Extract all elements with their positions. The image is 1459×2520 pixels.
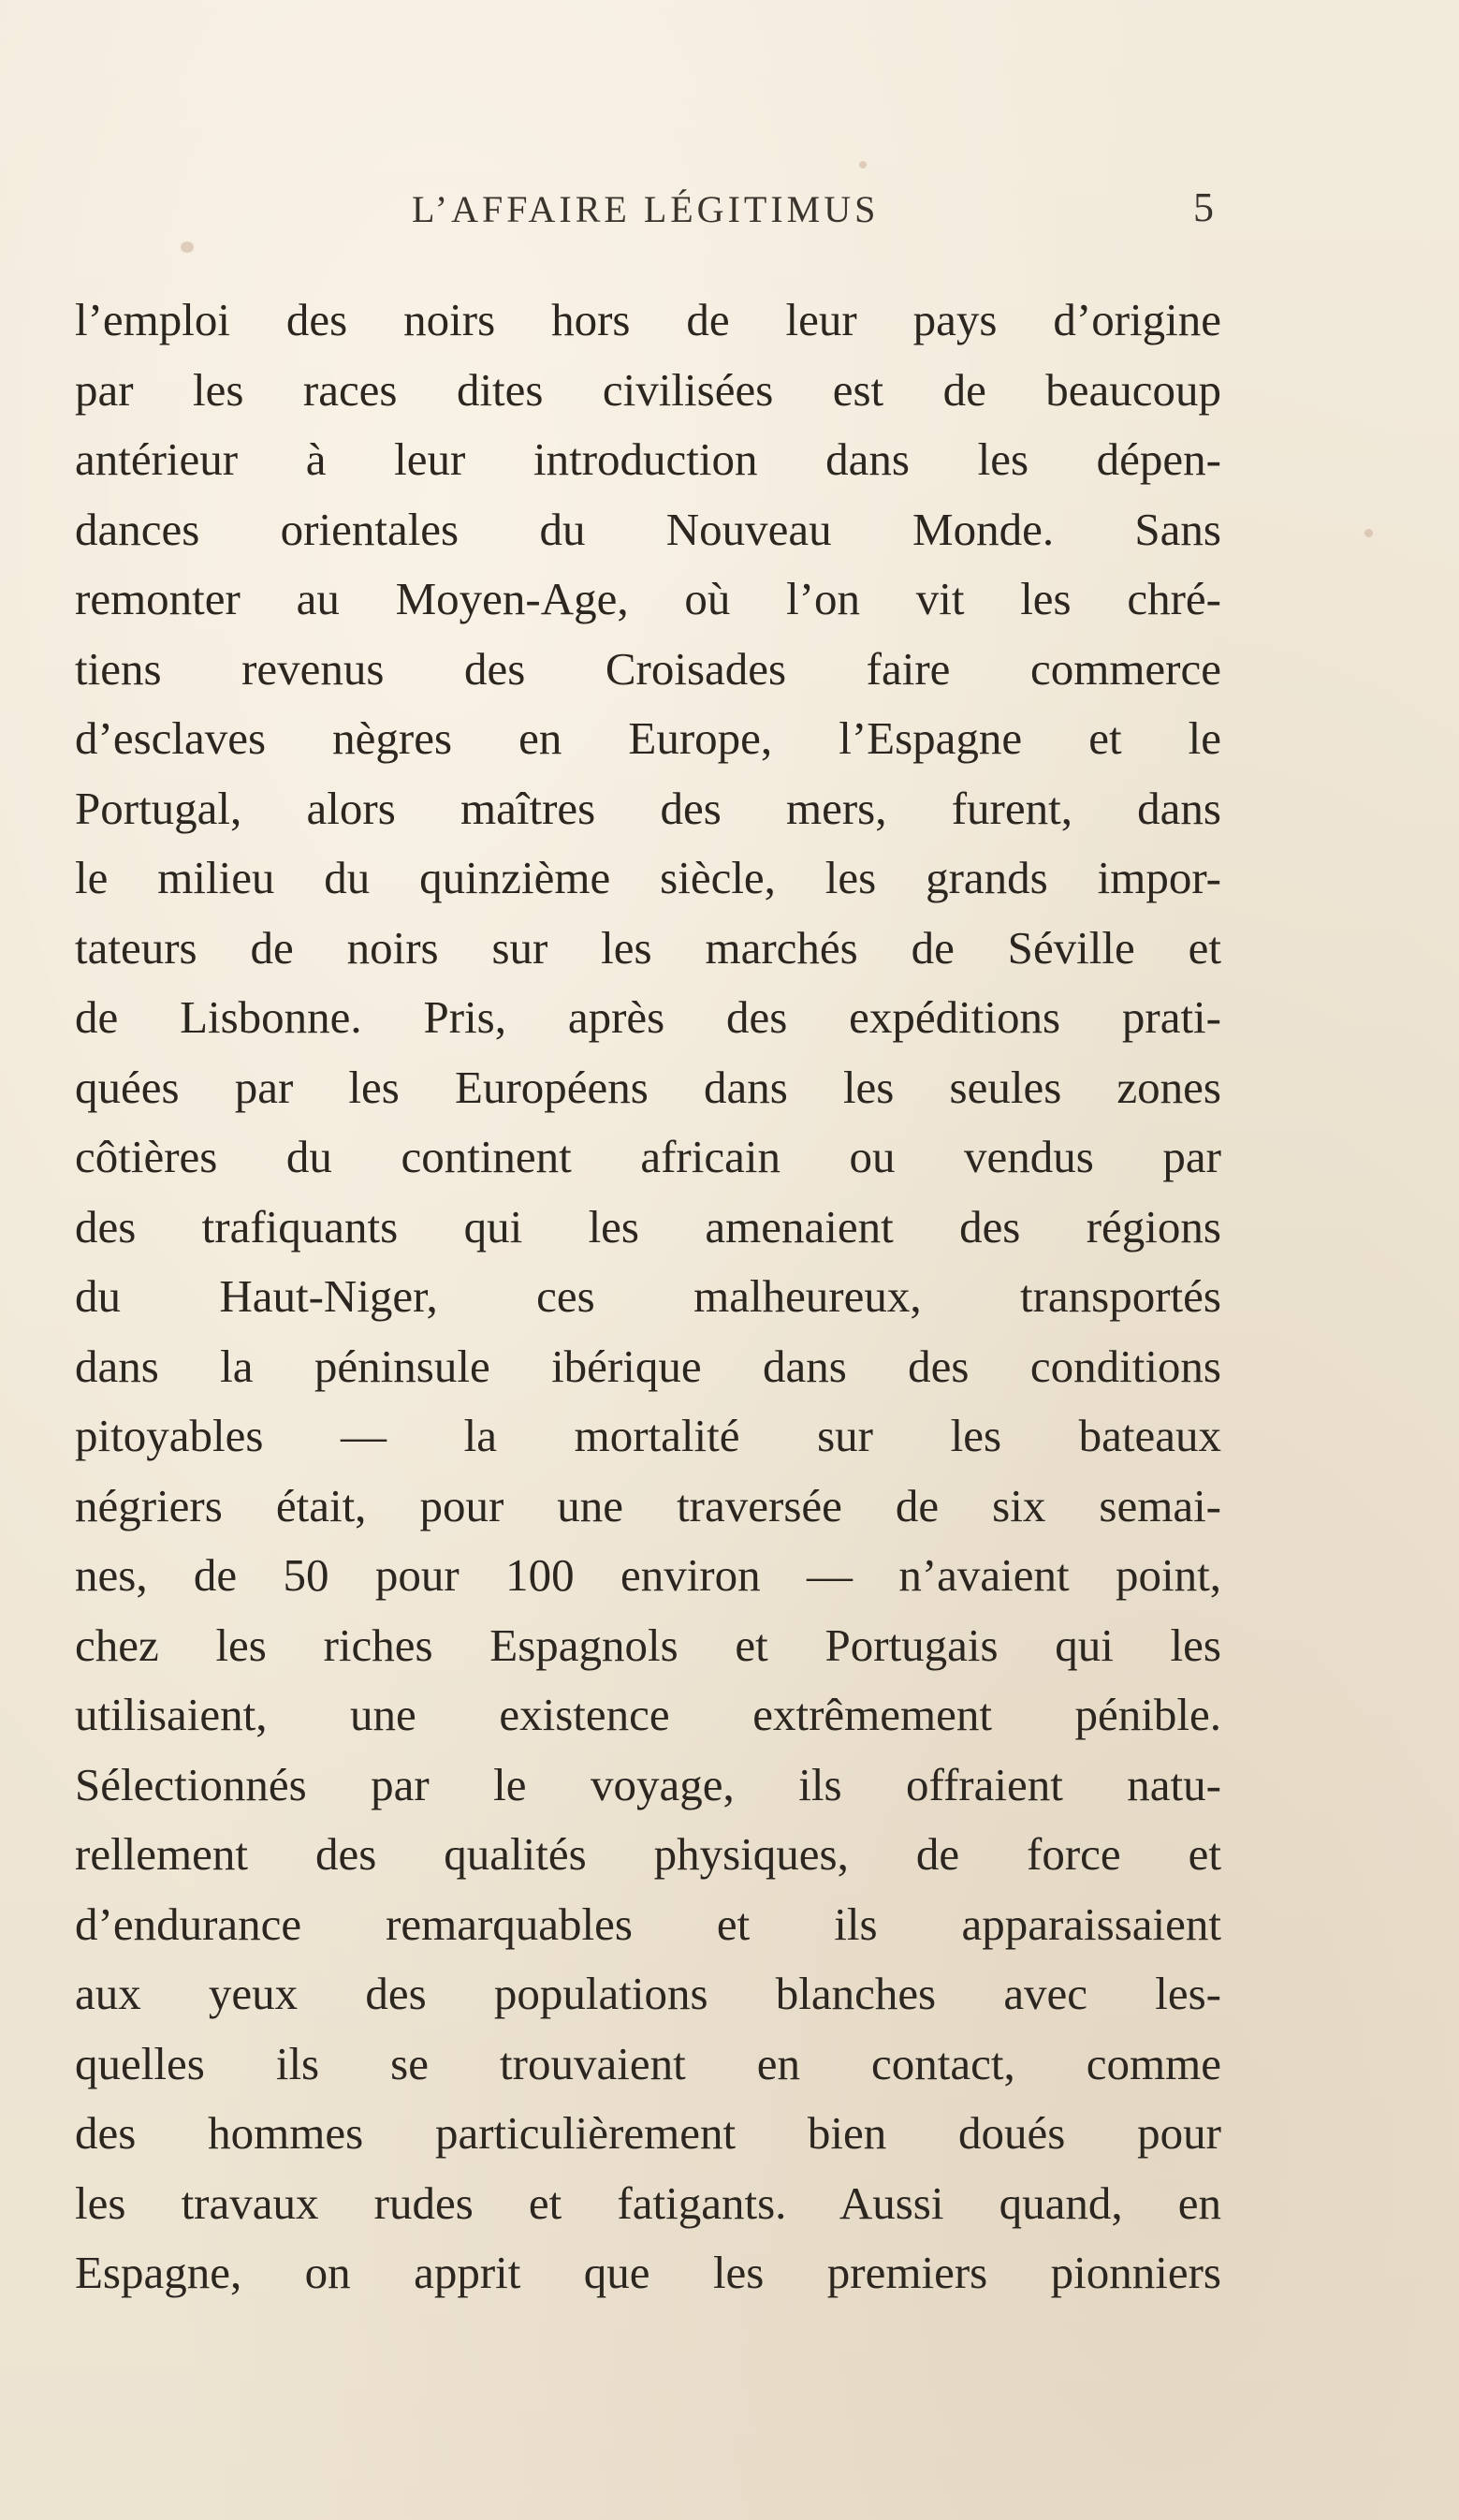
text-line: les travaux rudes et fatigants. Aussi quand, en <box>75 2176 1221 2229</box>
text-line: chez les riches Espagnols et Portugais qui les <box>75 1619 1221 1671</box>
text-line: dances orientales du Nouveau Monde. Sans <box>75 503 1221 555</box>
body-text <box>75 286 1221 2308</box>
text-line: antérieur à leur introduction dans les dépen- <box>75 433 1221 485</box>
text-line: aux yeux des populations blanches avec les- <box>75 1968 1221 2019</box>
text-line: nes, de 50 pour 100 environ — n’avaient point, <box>75 1549 1221 1601</box>
text-line: utilisaient, une existence extrêmement pénible. <box>75 1689 1221 1740</box>
text-line: Sélectionnés par le voyage, ils offraient natu- <box>75 1758 1221 1810</box>
text-line: par les races dites civilisées est de beaucoup <box>75 363 1221 416</box>
text-line: du Haut-Niger, ces malheureux, transportés <box>75 1270 1221 1322</box>
text-line: quées par les Européens dans les seules zones <box>75 1061 1221 1113</box>
paper-stain <box>859 161 867 168</box>
text-line: le milieu du quinzième siècle, les grands impor- <box>75 852 1221 903</box>
text-line: d’endurance remarquables et ils apparaissaient <box>75 1897 1221 1950</box>
running-head <box>0 184 1459 243</box>
text-line: quelles ils se trouvaient en contact, comme <box>75 2037 1221 2089</box>
page-number: 5 <box>1193 184 1214 230</box>
text-line: Portugal, alors maîtres des mers, furent, dans <box>75 782 1221 834</box>
text-line: tiens revenus des Croisades faire commerce <box>75 642 1221 695</box>
text-line: l’emploi des noirs hors de leur pays d’origine <box>75 294 1221 345</box>
text-line: de Lisbonne. Pris, après des expéditions prati- <box>75 991 1221 1043</box>
text-line: côtières du continent africain ou vendus par <box>75 1131 1221 1182</box>
paper-stain <box>1364 529 1373 537</box>
text-line: rellement des qualités physiques, de force et <box>75 1828 1221 1880</box>
text-line: remonter au Moyen-Age, où l’on vit les chré- <box>75 573 1221 624</box>
text-line: dans la péninsule ibérique dans des conditions <box>75 1340 1221 1392</box>
text-line: des hommes particulièrement bien doués pour <box>75 2107 1221 2159</box>
text-line: tateurs de noirs sur les marchés de Séville et <box>75 921 1221 974</box>
text-line: d’esclaves nègres en Europe, l’Espagne et le <box>75 712 1221 764</box>
text-line: pitoyables — la mortalité sur les bateaux <box>75 1410 1221 1461</box>
running-title: L’AFFAIRE LÉGITIMUS <box>412 188 880 230</box>
text-line: des trafiquants qui les amenaient des régions <box>75 1200 1221 1253</box>
text-line: Espagne, on apprit que les premiers pionniers <box>75 2247 1221 2298</box>
text-line: négriers était, pour une traversée de six semai- <box>75 1479 1221 1531</box>
